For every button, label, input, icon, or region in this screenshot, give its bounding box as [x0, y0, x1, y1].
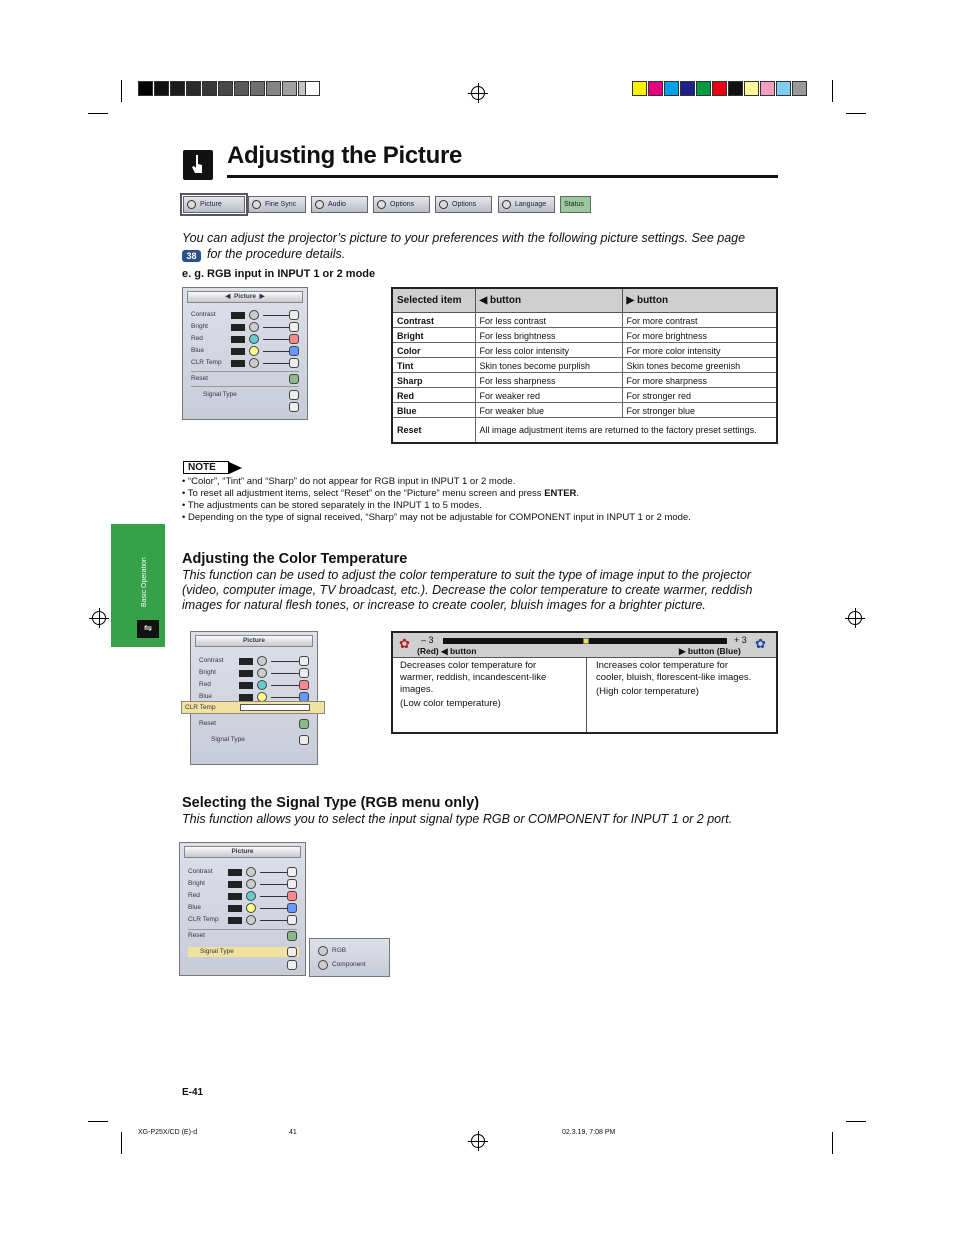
blue-flower-icon: ✿ — [755, 636, 766, 651]
right-cell: For more sharpness — [622, 372, 777, 387]
menu-row-blue[interactable] — [191, 346, 301, 356]
row-label: Reset — [188, 932, 205, 939]
footer-sheet-number: 41 — [289, 1129, 297, 1136]
row-label: Signal Type — [203, 391, 237, 398]
item-cell: Contrast — [392, 312, 475, 327]
row-label: Contrast — [199, 657, 224, 664]
color-swatch — [744, 81, 759, 96]
right-desc-note: (High color temperature) — [596, 686, 699, 697]
left-cell: For less color intensity — [475, 342, 622, 357]
options-icon — [377, 200, 386, 209]
menu-row-red[interactable] — [188, 891, 299, 901]
registration-mark — [848, 611, 862, 625]
table-row — [392, 327, 777, 342]
registration-mark — [471, 86, 485, 100]
menu-row-blue[interactable] — [188, 903, 299, 913]
item-cell: Reset — [392, 417, 475, 443]
gray-swatch — [202, 81, 217, 96]
color-temp-paragraph: This function can be used to adjust the color temperature to suit the type of image input to the projector (video, computer image, TV broadcast, etc.). Decrease the color temperature to create warmer, reddish images for natural flesh tones, or increase to create cooler, bluish images for a brighter picture. — [182, 568, 753, 612]
gray-swatch — [138, 81, 153, 96]
menu-row-clr-temp[interactable] — [188, 915, 299, 925]
tab-picture[interactable] — [183, 196, 245, 213]
note-item — [182, 512, 782, 524]
color-swatch — [680, 81, 695, 96]
enter-key-label: ENTER — [544, 488, 577, 499]
option-label: Component — [332, 961, 366, 968]
col-header-right: ▶ button — [622, 288, 777, 312]
left-cell: For less contrast — [475, 312, 622, 327]
row-label: Bright — [191, 323, 208, 330]
col-header-left: ◀ button — [475, 288, 622, 312]
menu-row-disabled — [191, 402, 301, 412]
item-cell: Blue — [392, 402, 475, 417]
gray-swatch — [186, 81, 201, 96]
option-label: RGB — [332, 947, 347, 954]
adjustment-table — [391, 287, 778, 444]
gray-swatch — [234, 81, 249, 96]
left-cell: For weaker red — [475, 387, 622, 402]
row-label: Signal Type — [200, 948, 234, 955]
clr-temp-slider[interactable] — [240, 704, 310, 711]
crop-mark — [121, 80, 122, 102]
table-row — [392, 402, 777, 417]
menu-row-bright[interactable] — [191, 322, 301, 332]
crop-mark — [88, 1121, 108, 1122]
tab-options-1[interactable] — [373, 196, 430, 213]
gray-swatch — [266, 81, 281, 96]
option-rgb[interactable] — [318, 945, 346, 957]
menu-row-bright[interactable] — [188, 879, 299, 889]
signal-type-heading: Selecting the Signal Type (RGB menu only) — [182, 795, 480, 811]
row-label: Red — [191, 335, 203, 342]
tab-fine-sync[interactable] — [248, 196, 306, 213]
menu-separator — [191, 386, 299, 387]
gray-swatch — [250, 81, 265, 96]
speaker-icon — [315, 200, 324, 209]
left-description — [400, 660, 568, 710]
intro-text-after: for the procedure details. — [207, 247, 346, 261]
options-icon — [439, 200, 448, 209]
table-row — [392, 342, 777, 357]
menu-row-reset[interactable] — [188, 931, 299, 941]
note-text: Depending on the type of signal received, “Sharp” may not be adjustable for COMPONENT input in INPUT 1 or 2 mode. — [187, 512, 691, 523]
tab-label: Options — [452, 201, 477, 208]
note-period: . — [576, 488, 580, 499]
signal-type-menu-screen — [179, 842, 306, 976]
hand-pointer-icon — [183, 150, 213, 180]
row-label: Red — [188, 892, 200, 899]
page-number: E-41 — [182, 1087, 204, 1098]
menu-title: Picture — [242, 637, 266, 644]
projector-remote-icon: ⇋ — [137, 620, 159, 638]
left-cell: Skin tones become purplish — [475, 357, 622, 372]
row-label: Reset — [191, 375, 208, 382]
menu-row-signal-type[interactable] — [191, 390, 301, 400]
note-item — [182, 488, 782, 500]
signal-type-paragraph: This function allows you to select the input signal type RGB or COMPONENT for INPUT 1 or 2 port. — [182, 812, 733, 826]
tab-audio[interactable] — [311, 196, 368, 213]
color-swatch — [648, 81, 663, 96]
menu-row-contrast[interactable] — [191, 310, 301, 320]
note-text: To reset all adjustment items, select “Reset” on the “Picture” menu screen and press — [187, 488, 542, 499]
note-item — [182, 476, 782, 488]
note-text: “Color”, “Tint” and “Sharp” do not appear for RGB input in INPUT 1 or 2 mode. — [187, 476, 516, 487]
menu-row-reset[interactable] — [191, 374, 301, 384]
crop-mark — [832, 80, 833, 102]
menu-header — [184, 846, 301, 858]
note-list — [182, 476, 782, 524]
gray-swatch — [170, 81, 185, 96]
footer-file-name: XG-P25X/CD (E)-d — [138, 1129, 198, 1136]
note-arrow-icon — [229, 462, 242, 474]
color-swatch — [760, 81, 775, 96]
left-cell: For less sharpness — [475, 372, 622, 387]
tab-label: Fine Sync — [265, 201, 297, 208]
right-cell: For stronger red — [622, 387, 777, 402]
red-flower-icon: ✿ — [399, 636, 410, 651]
left-cell: For weaker blue — [475, 402, 622, 417]
side-tab-label: Basic Operation — [141, 557, 148, 607]
color-temp-gauge-row — [393, 633, 776, 658]
title-rule — [227, 175, 778, 178]
registration-mark — [471, 1134, 485, 1148]
right-desc-text: Increases color temperature for cooler, bluish, florescent-like images. — [596, 660, 752, 683]
left-button-label: (Red) ◀ button — [417, 646, 477, 656]
color-swatch — [728, 81, 743, 96]
page-title: Adjusting the Picture — [227, 142, 463, 169]
item-cell: Bright — [392, 327, 475, 342]
right-button-label: ▶ button (Blue) — [679, 646, 741, 656]
reset-cell: All image adjustment items are returned to the factory preset settings. — [475, 417, 777, 443]
menu-separator — [191, 371, 299, 372]
clr-temp-menu-screen — [190, 631, 318, 765]
item-cell: Tint — [392, 357, 475, 372]
crop-mark — [88, 113, 108, 114]
right-cell: Skin tones become greenish — [622, 357, 777, 372]
menu-row-signal-type-selected[interactable] — [188, 947, 299, 957]
crop-mark — [121, 1132, 122, 1154]
row-label: Bright — [199, 669, 216, 676]
gray-swatch — [305, 81, 320, 96]
right-cell: For more contrast — [622, 312, 777, 327]
color-swatch — [664, 81, 679, 96]
color-temp-table — [391, 631, 778, 734]
row-label: CLR Temp — [188, 916, 219, 923]
col-header-item: Selected item — [392, 288, 475, 312]
tab-label: Picture — [200, 201, 222, 208]
menu-row-red[interactable] — [191, 334, 301, 344]
color-swatch — [712, 81, 727, 96]
row-label: CLR Temp — [185, 704, 216, 711]
crop-mark — [846, 1121, 866, 1122]
row-label: Red — [199, 681, 211, 688]
tab-label: Status — [564, 201, 584, 208]
speech-bubble-icon — [502, 200, 511, 209]
fine-sync-icon — [252, 200, 261, 209]
row-label: Signal Type — [211, 736, 245, 743]
note-text: The adjustments can be stored separately in the INPUT 1 to 5 modes. — [187, 500, 482, 511]
note-badge: NOTE — [183, 461, 229, 474]
menu-row-signal-type[interactable] — [199, 735, 311, 745]
right-description — [596, 660, 756, 698]
tab-language[interactable] — [498, 196, 555, 213]
menu-title: Picture — [233, 293, 257, 300]
footer-timestamp: 02.3.19, 7:08 PM — [562, 1129, 616, 1136]
row-label: Blue — [188, 904, 202, 911]
gray-swatch — [218, 81, 233, 96]
option-component[interactable] — [318, 959, 366, 971]
tab-label: Audio — [328, 201, 346, 208]
left-desc-note: (Low color temperature) — [400, 698, 501, 709]
menu-row-contrast[interactable] — [199, 656, 311, 666]
color-swatch — [792, 81, 807, 96]
page-reference-badge[interactable]: 38 — [182, 250, 201, 262]
table-row-reset — [392, 417, 777, 443]
left-cell: For less brightness — [475, 327, 622, 342]
tab-label: Options — [390, 201, 415, 208]
table-row — [392, 357, 777, 372]
gray-swatch — [282, 81, 297, 96]
intro-paragraph — [182, 230, 780, 262]
menu-row-clr-temp[interactable] — [191, 358, 301, 368]
example-label: e. g. RGB input in INPUT 1 or 2 mode — [182, 268, 376, 280]
gauge-max: + 3 — [734, 635, 747, 645]
clr-temp-selected-row[interactable] — [181, 701, 325, 714]
table-row — [392, 372, 777, 387]
right-cell: For more brightness — [622, 327, 777, 342]
radio-icon — [318, 960, 328, 970]
row-label: Blue — [199, 693, 213, 700]
menu-row-contrast[interactable] — [188, 867, 299, 877]
menu-separator — [188, 929, 297, 930]
menu-row-bright[interactable] — [199, 668, 311, 678]
menu-row-disabled — [188, 960, 299, 970]
item-cell: Color — [392, 342, 475, 357]
picture-icon — [187, 200, 196, 209]
row-label: Contrast — [188, 868, 213, 875]
crop-mark — [832, 1132, 833, 1154]
table-row — [392, 312, 777, 327]
menu-row-reset[interactable] — [199, 719, 311, 729]
menu-header: ◀ Picture ▶ — [187, 291, 303, 303]
item-cell: Sharp — [392, 372, 475, 387]
intro-text: You can adjust the projector’s picture to your preferences with the following picture settings. See page — [182, 231, 746, 245]
row-label: Blue — [191, 347, 205, 354]
table-row — [392, 387, 777, 402]
radio-icon — [318, 946, 328, 956]
note-item — [182, 500, 782, 512]
row-label: Reset — [199, 720, 216, 727]
gauge-min: – 3 — [421, 635, 434, 645]
tab-label: Language — [515, 201, 547, 208]
row-label: Bright — [188, 880, 205, 887]
right-cell: For stronger blue — [622, 402, 777, 417]
row-label: CLR Temp — [191, 359, 222, 366]
signal-type-submenu — [309, 938, 390, 977]
right-cell: For more color intensity — [622, 342, 777, 357]
tab-status[interactable] — [560, 196, 591, 213]
crop-mark — [846, 113, 866, 114]
gray-swatch — [154, 81, 169, 96]
item-cell: Red — [392, 387, 475, 402]
section-side-tab — [111, 524, 165, 647]
color-temp-heading: Adjusting the Color Temperature — [182, 551, 408, 567]
picture-menu-screen — [182, 287, 308, 420]
gauge-knob — [583, 638, 589, 644]
menu-title: Picture — [231, 848, 254, 855]
left-desc-text: Decreases color temperature for warmer, reddish, incandescent-like images. — [400, 660, 547, 695]
color-swatch — [776, 81, 791, 96]
color-swatch — [632, 81, 647, 96]
color-swatch — [696, 81, 711, 96]
menu-header — [195, 635, 313, 647]
row-label: Contrast — [191, 311, 216, 318]
menu-row-red[interactable] — [199, 680, 311, 690]
column-divider — [586, 658, 587, 732]
registration-mark — [92, 611, 106, 625]
tab-options-2[interactable] — [435, 196, 492, 213]
